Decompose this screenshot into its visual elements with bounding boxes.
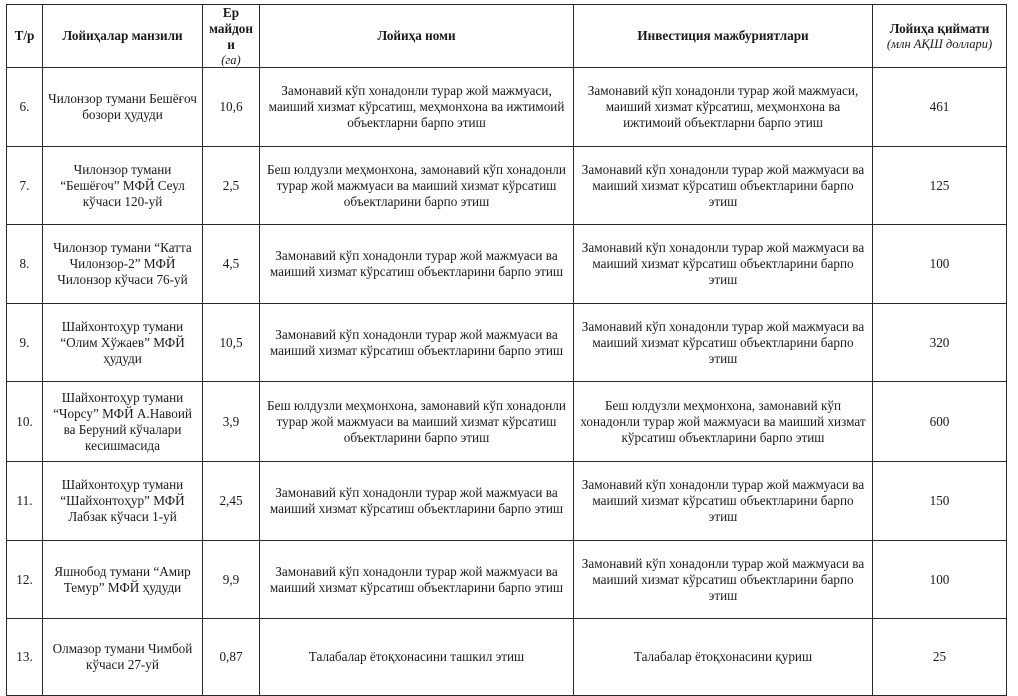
row-number: 7.	[7, 147, 43, 225]
table-row	[7, 462, 1007, 541]
project-address: Шайхонтоҳур тумани “Олим Хўжаев” МФЙ ҳудуди	[43, 304, 203, 382]
project-cost: 320	[873, 304, 1007, 382]
project-address: Шайхонтоҳур тумани “Чорсу” МФЙ А.Навоий ва Беруний кўчалари кесишмасида	[43, 382, 203, 462]
table-row	[7, 68, 1007, 147]
header-area-unit: (га)	[221, 53, 241, 67]
land-area: 2,45	[203, 462, 260, 541]
header-name: Лойиҳа номи	[260, 5, 574, 68]
project-cost: 150	[873, 462, 1007, 541]
row-number: 9.	[7, 304, 43, 382]
project-name: Талабалар ётоқхонасини ташкил этиш	[260, 619, 574, 696]
header-num: Т/р	[7, 5, 43, 68]
project-address: Яшнобод тумани “Амир Темур” МФЙ ҳудуди	[43, 541, 203, 619]
table-header-row	[7, 5, 1007, 68]
project-name: Замонавий кўп хонадонли турар жой мажмуаси ва маиший хизмат кўрсатиш объектларини барпо этиш	[260, 541, 574, 619]
project-address: Чилонзор тумани “Катта Чилонзор-2” МФЙ Чилонзор кўчаси 76-уй	[43, 225, 203, 304]
header-obligations: Инвестиция мажбуриятлари	[574, 5, 873, 68]
investment-obligations: Замонавий кўп хонадонли турар жой мажмуаси ва маиший хизмат кўрсатиш объектларини барпо этиш	[574, 304, 873, 382]
row-number: 8.	[7, 225, 43, 304]
investment-obligations: Замонавий кўп хонадонли турар жой мажмуаси ва маиший хизмат кўрсатиш объектларини барпо этиш	[574, 147, 873, 225]
land-area: 9,9	[203, 541, 260, 619]
project-name: Беш юлдузли меҳмонхона, замонавий кўп хонадонли турар жой мажмуаси ва маиший хизмат кўрсатиш объектларини барпо этиш	[260, 147, 574, 225]
investment-obligations: Замонавий кўп хонадонли турар жой мажмуаси ва маиший хизмат кўрсатиш объектларини барпо этиш	[574, 225, 873, 304]
project-name: Замонавий кўп хонадонли турар жой мажмуаси ва маиший хизмат кўрсатиш объектларини барпо этиш	[260, 225, 574, 304]
row-number: 13.	[7, 619, 43, 696]
project-address: Олмазор тумани Чимбой кўчаси 27-уй	[43, 619, 203, 696]
land-area: 10,5	[203, 304, 260, 382]
project-cost: 600	[873, 382, 1007, 462]
project-address: Чилонзор тумани Бешёғоч бозори ҳудуди	[43, 68, 203, 147]
table-row	[7, 147, 1007, 225]
row-number: 6.	[7, 68, 43, 147]
project-name: Замонавий кўп хонадонли турар жой мажмуаси, маиший хизмат кўрсатиш, меҳмонхона ва ижтимоий объектларни барпо этиш	[260, 68, 574, 147]
investment-obligations: Талабалар ётоқхонасини қуриш	[574, 619, 873, 696]
projects-table	[6, 4, 1007, 696]
investment-obligations: Замонавий кўп хонадонли турар жой мажмуаси, маиший хизмат кўрсатиш, меҳмонхона ва ижтимоий объектларни барпо этиш	[574, 68, 873, 147]
project-cost: 125	[873, 147, 1007, 225]
header-cost-unit: (млн АҚШ доллари)	[886, 37, 993, 51]
project-name: Замонавий кўп хонадонли турар жой мажмуаси ва маиший хизмат кўрсатиш объектларини барпо этиш	[260, 462, 574, 541]
investment-obligations: Беш юлдузли меҳмонхона, замонавий кўп хонадонли турар жой мажмуаси ва маиший хизмат кўрсатиш объектларини барпо этиш	[574, 382, 873, 462]
header-area: Ер майдони (га)	[203, 5, 260, 68]
header-cost: Лойиҳа қиймати (млн АҚШ доллари)	[873, 5, 1007, 68]
land-area: 3,9	[203, 382, 260, 462]
project-cost: 100	[873, 225, 1007, 304]
row-number: 10.	[7, 382, 43, 462]
project-name: Беш юлдузли меҳмонхона, замонавий кўп хонадонли турар жой мажмуаси ва маиший хизмат кўрсатиш объектларини барпо этиш	[260, 382, 574, 462]
project-name: Замонавий кўп хонадонли турар жой мажмуаси ва маиший хизмат кўрсатиш объектларини барпо этиш	[260, 304, 574, 382]
project-cost: 25	[873, 619, 1007, 696]
project-cost: 100	[873, 541, 1007, 619]
table-row	[7, 225, 1007, 304]
table-row	[7, 619, 1007, 696]
land-area: 0,87	[203, 619, 260, 696]
land-area: 10,6	[203, 68, 260, 147]
land-area: 2,5	[203, 147, 260, 225]
header-address: Лойиҳалар манзили	[43, 5, 203, 68]
investment-obligations: Замонавий кўп хонадонли турар жой мажмуаси ва маиший хизмат кўрсатиш объектларини барпо этиш	[574, 462, 873, 541]
table-row	[7, 541, 1007, 619]
table-row	[7, 382, 1007, 462]
table-row	[7, 304, 1007, 382]
project-address: Чилонзор тумани “Бешёғоч” МФЙ Сеул кўчаси 120-уй	[43, 147, 203, 225]
land-area: 4,5	[203, 225, 260, 304]
project-address: Шайхонтоҳур тумани “Шайхонтоҳур” МФЙ Лабзак кўчаси 1-уй	[43, 462, 203, 541]
row-number: 11.	[7, 462, 43, 541]
investment-obligations: Замонавий кўп хонадонли турар жой мажмуаси ва маиший хизмат кўрсатиш объектларини барпо этиш	[574, 541, 873, 619]
row-number: 12.	[7, 541, 43, 619]
project-cost: 461	[873, 68, 1007, 147]
